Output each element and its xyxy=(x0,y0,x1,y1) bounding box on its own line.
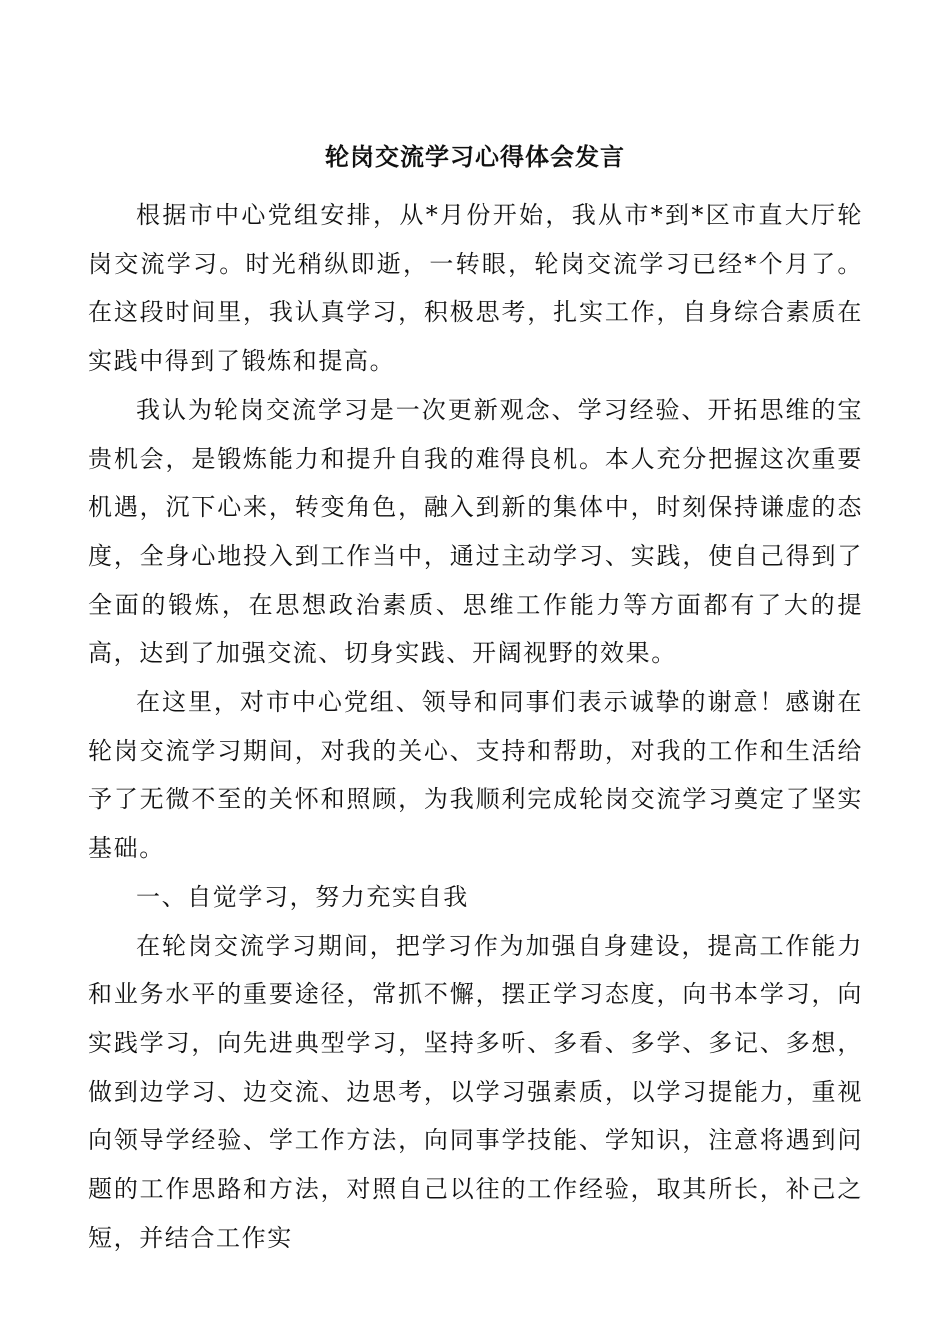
paragraph-thanks: 在这里，对市中心党组、领导和同事们表示诚挚的谢意！感谢在轮岗交流学习期间，对我的关心、支持和帮助，对我的工作和生活给予了无微不至的关怀和照顾，为我顺利完成轮岗交流学习奠定了坚实基础。 xyxy=(88,688,863,863)
document-title: 轮岗交流学习心得体会发言 xyxy=(325,142,625,171)
document-body xyxy=(88,191,863,1262)
paragraph-intro: 根据市中心党组安排，从*月份开始，我从市*到*区市直大厅轮岗交流学习。时光稍纵即逝，一转眼，轮岗交流学习已经*个月了。在这段时间里，我认真学习，积极思考，扎实工作，自身综合素质在实践中得到了锻炼和提高。 xyxy=(88,201,863,376)
paragraph-opportunity: 我认为轮岗交流学习是一次更新观念、学习经验、开拓思维的宝贵机会，是锻炼能力和提升自我的难得良机。本人充分把握这次重要机遇，沉下心来，转变角色，融入到新的集体中，时刻保持谦虚的态度，全身心地投入到工作当中，通过主动学习、实践，使自己得到了全面的锻炼，在思想政治素质、思维工作能力等方面都有了大的提高，达到了加强交流、切身实践、开阔视野的效果。 xyxy=(88,395,863,668)
section-heading-1: 一、自觉学习，努力充实自我 xyxy=(136,882,469,911)
paragraph-section-1: 在轮岗交流学习期间，把学习作为加强自身建设，提高工作能力和业务水平的重要途径，常抓不懈，摆正学习态度，向书本学习，向实践学习，向先进典型学习，坚持多听、多看、多学、多记、多想，做到边学习、边交流、边思考，以学习强素质，以学习提能力，重视向领导学经验、学工作方法，向同事学技能、学知识，注意将遇到问题的工作思路和方法，对照自己以往的工作经验，取其所长，补己之短，并结合工作实 xyxy=(88,931,863,1252)
